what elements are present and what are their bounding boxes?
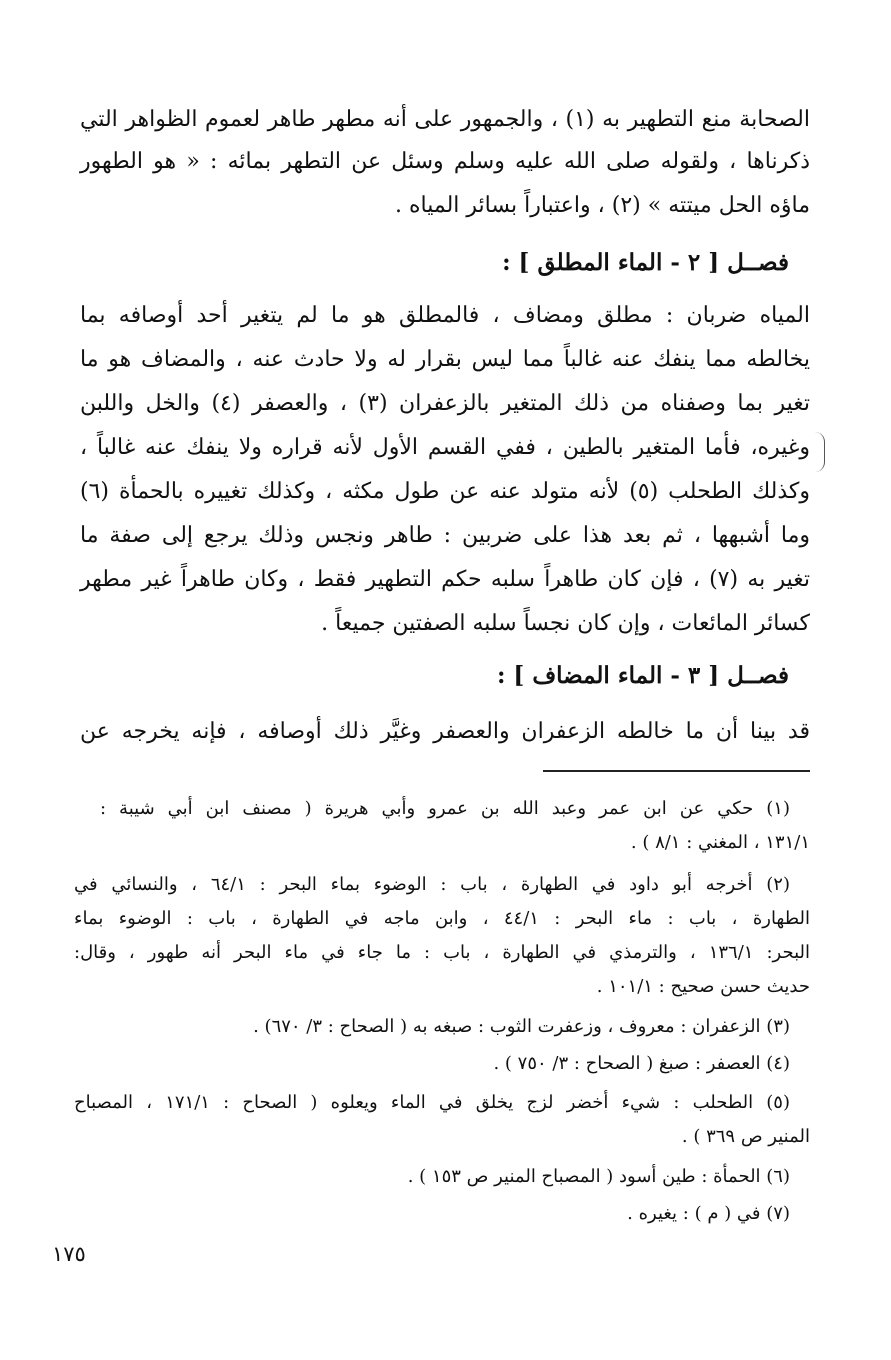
body-line: وما أشبهها ، ثم بعد هذا على ضربين : طاهر ونجس وذلك يرجع إلى صفة ما — [80, 523, 810, 548]
footnote-line: (٢) أخرجه أبو داود في الطهارة ، باب : الوضوء بماء البحر : ٦٤/١ ، والنسائي في — [74, 874, 790, 895]
footnote-line: ١٣١/١ ، المغني : ٨/١ ) . — [630, 832, 810, 853]
body-line: قد بينا أن ما خالطه الزعفران والعصفر وغيَّر ذلك أوصافه ، فإنه يخرجه عن — [80, 719, 810, 744]
body-line: تغير به (٧) ، فإن كان طاهراً سلبه حكم التطهير فقط ، وكان طاهراً غير مطهر — [80, 567, 810, 592]
footnote-line: (٣) الزعفران : معروف ، وزعفرت الثوب : صبغه به ( الصحاح : ٣/ ٦٧٠) . — [253, 1016, 790, 1037]
footnote-line: الطهارة ، باب : ماء البحر : ٤٤/١ ، وابن ماجه في الطهارة ، باب : الوضوء بماء — [74, 908, 810, 929]
footnote-line: (٥) الطحلب : شيء أخضر لزج يخلق في الماء ويعلوه ( الصحاح : ١٧١/١ ، المصباح — [74, 1092, 790, 1113]
footnote-line: (٤) العصفر : صبغ ( الصحاح : ٣/ ٧٥٠ ) . — [493, 1053, 790, 1074]
footnote-line: (٧) في ( م ) : يغيره . — [627, 1203, 790, 1224]
section-heading: فصــل [ ٣ - الماء المضاف ] : — [496, 662, 789, 689]
body-line: وغيره، فأما المتغير بالطين ، ففي القسم الأول لأنه قراره ولا ينفك عنه غالباً ، — [80, 435, 810, 460]
body-line: ماؤه الحل ميتته » (٢) ، واعتباراً بسائر المياه . — [395, 193, 810, 218]
footnote-line: (١) حكي عن ابن عمر وعبد الله بن عمرو وأبي هريرة ( مصنف ابن أبي شيبة : — [100, 798, 790, 819]
body-line: المياه ضربان : مطلق ومضاف ، فالمطلق هو ما لم يتغير أحد أوصافه بما — [80, 303, 810, 328]
body-line: كسائر المائعات ، وإن كان نجساً سلبه الصفتين جميعاً . — [321, 611, 810, 636]
section-heading: فصــل [ ٢ - الماء المطلق ] : — [502, 249, 789, 276]
footnote-line: المنير ص ٣٦٩ ) . — [681, 1126, 810, 1147]
footnote-separator — [543, 770, 810, 772]
page-number: ١٧٥ — [52, 1242, 86, 1266]
footnote-line: البحر: ١٣٦/١ ، والترمذي في الطهارة ، باب : ما جاء في ماء البحر أنه طهور ، وقال: — [74, 942, 810, 963]
body-line: ذكرناها ، ولقوله صلى الله عليه وسلم وسئل عن التطهر بمائه : « هو الطهور — [80, 149, 810, 174]
body-line: وكذلك الطحلب (٥) لأنه متولد عنه عن طول مكثه ، وكذلك تغييره بالحمأة (٦) — [80, 479, 810, 504]
footnote-line: (٦) الحمأة : طين أسود ( المصباح المنير ص ١٥٣ ) . — [407, 1166, 790, 1187]
margin-bracket — [814, 432, 825, 472]
body-line: تغير بما وصفناه من ذلك المتغير بالزعفران (٣) ، والعصفر (٤) والخل واللبن — [80, 391, 810, 416]
body-line: الصحابة منع التطهير به (١) ، والجمهور على أنه مطهر طاهر لعموم الظواهر التي — [80, 107, 810, 132]
body-line: يخالطه مما ينفك عنه غالباً مما ليس بقرار له ولا حادث عنه ، والمضاف هو ما — [80, 347, 810, 372]
footnote-line: حديث حسن صحيح : ١٠١/١ . — [596, 976, 810, 997]
